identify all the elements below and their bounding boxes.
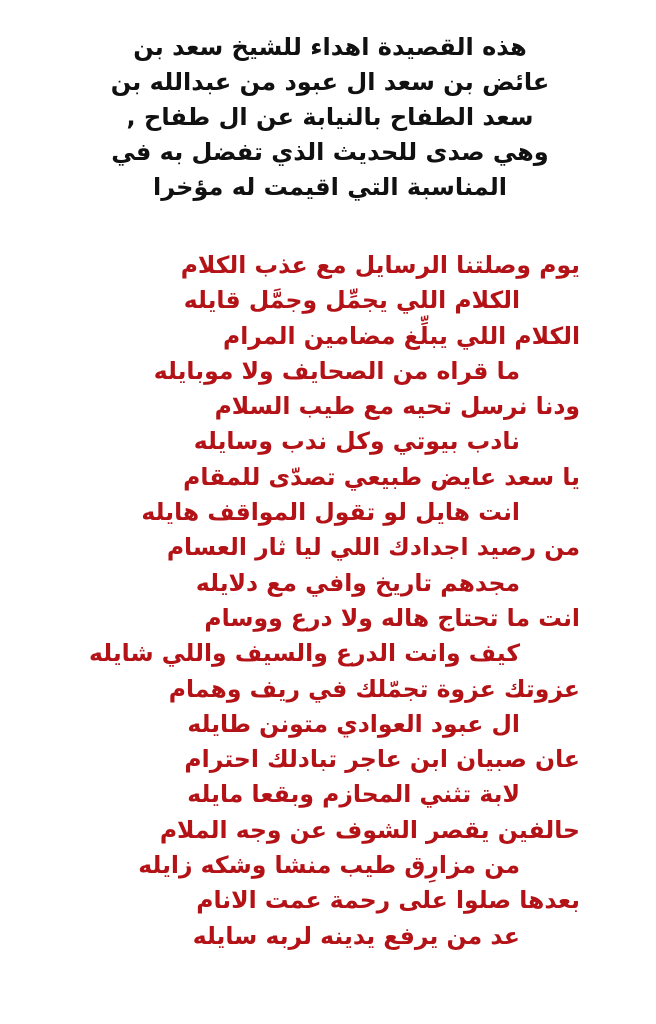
intro-line: سعد الطفاح بالنيابة عن ال طفاح , xyxy=(126,103,534,131)
poem-verse-second-hemistich: من مزارِق طيب منشا وشكه زايله xyxy=(138,851,520,880)
poem-verse-second-hemistich: لابة تثني المحازم وبقعا مايله xyxy=(187,780,520,809)
poem-verse-first-hemistich: انت ما تحتاج هاله ولا درع ووسام xyxy=(204,603,580,632)
poem-verse-second-hemistich: انت هايل لو تقول المواقف هايله xyxy=(141,498,520,527)
intro-line: هذه القصيدة اهداء للشيخ سعد بن xyxy=(133,33,527,61)
poem-verse-first-hemistich: يا سعد عايض طبيعي تصدّى للمقام xyxy=(183,462,580,491)
poem-verse-first-hemistich: من رصيد اجدادك اللي ليا ثار العسام xyxy=(166,533,580,562)
poem-verse-first-hemistich: يوم وصلتنا الرسايل مع عذب الكلام xyxy=(180,251,580,279)
poem-verse-second-hemistich: ال عبود العوادي متونن طايله xyxy=(187,709,520,738)
poem-verse-first-hemistich: عان صبيان ابن عاجر تبادلك احترام xyxy=(184,745,580,774)
intro-line: المناسبة التي اقيمت له مؤخرا xyxy=(153,173,507,201)
poem-body xyxy=(90,248,580,954)
poem-verse-first-hemistich: حالفين يقصر الشوف عن وجه الملام xyxy=(159,815,580,844)
poem-verse-first-hemistich: عزوتك عزوة تجمّلك في ريف وهمام xyxy=(168,674,580,703)
poem-verse-first-hemistich: بعدها صلوا على رحمة عمت الانام xyxy=(196,886,580,915)
poem-verse-second-hemistich: ما قراه من الصحايف ولا موبايله xyxy=(153,356,520,385)
poem-verse-second-hemistich: كيف وانت الدرع والسيف واللي شايله xyxy=(89,639,520,668)
intro-line: عائض بن سعد ال عبود من عبدالله بن xyxy=(110,68,550,96)
poem-verse-second-hemistich: مجدهم تاريخ وافي مع دلايله xyxy=(195,568,520,597)
poem-verse-first-hemistich: ودنا نرسل تحيه مع طيب السلام xyxy=(214,392,580,421)
poem-verse-second-hemistich: نادب بيوتي وكل ندب وسايله xyxy=(193,427,520,456)
poem-verse-second-hemistich: عد من يرفع يدينه لربه سايله xyxy=(192,921,520,950)
poem-verse-first-hemistich: الكلام اللي يبلِّغ مضامين المرام xyxy=(223,321,580,350)
intro-paragraph xyxy=(90,30,570,205)
intro-line: وهي صدى للحديث الذي تفضل به في xyxy=(111,138,549,166)
poem-verse-second-hemistich: الكلام اللي يجمِّل وجمَّل قايله xyxy=(183,286,520,315)
